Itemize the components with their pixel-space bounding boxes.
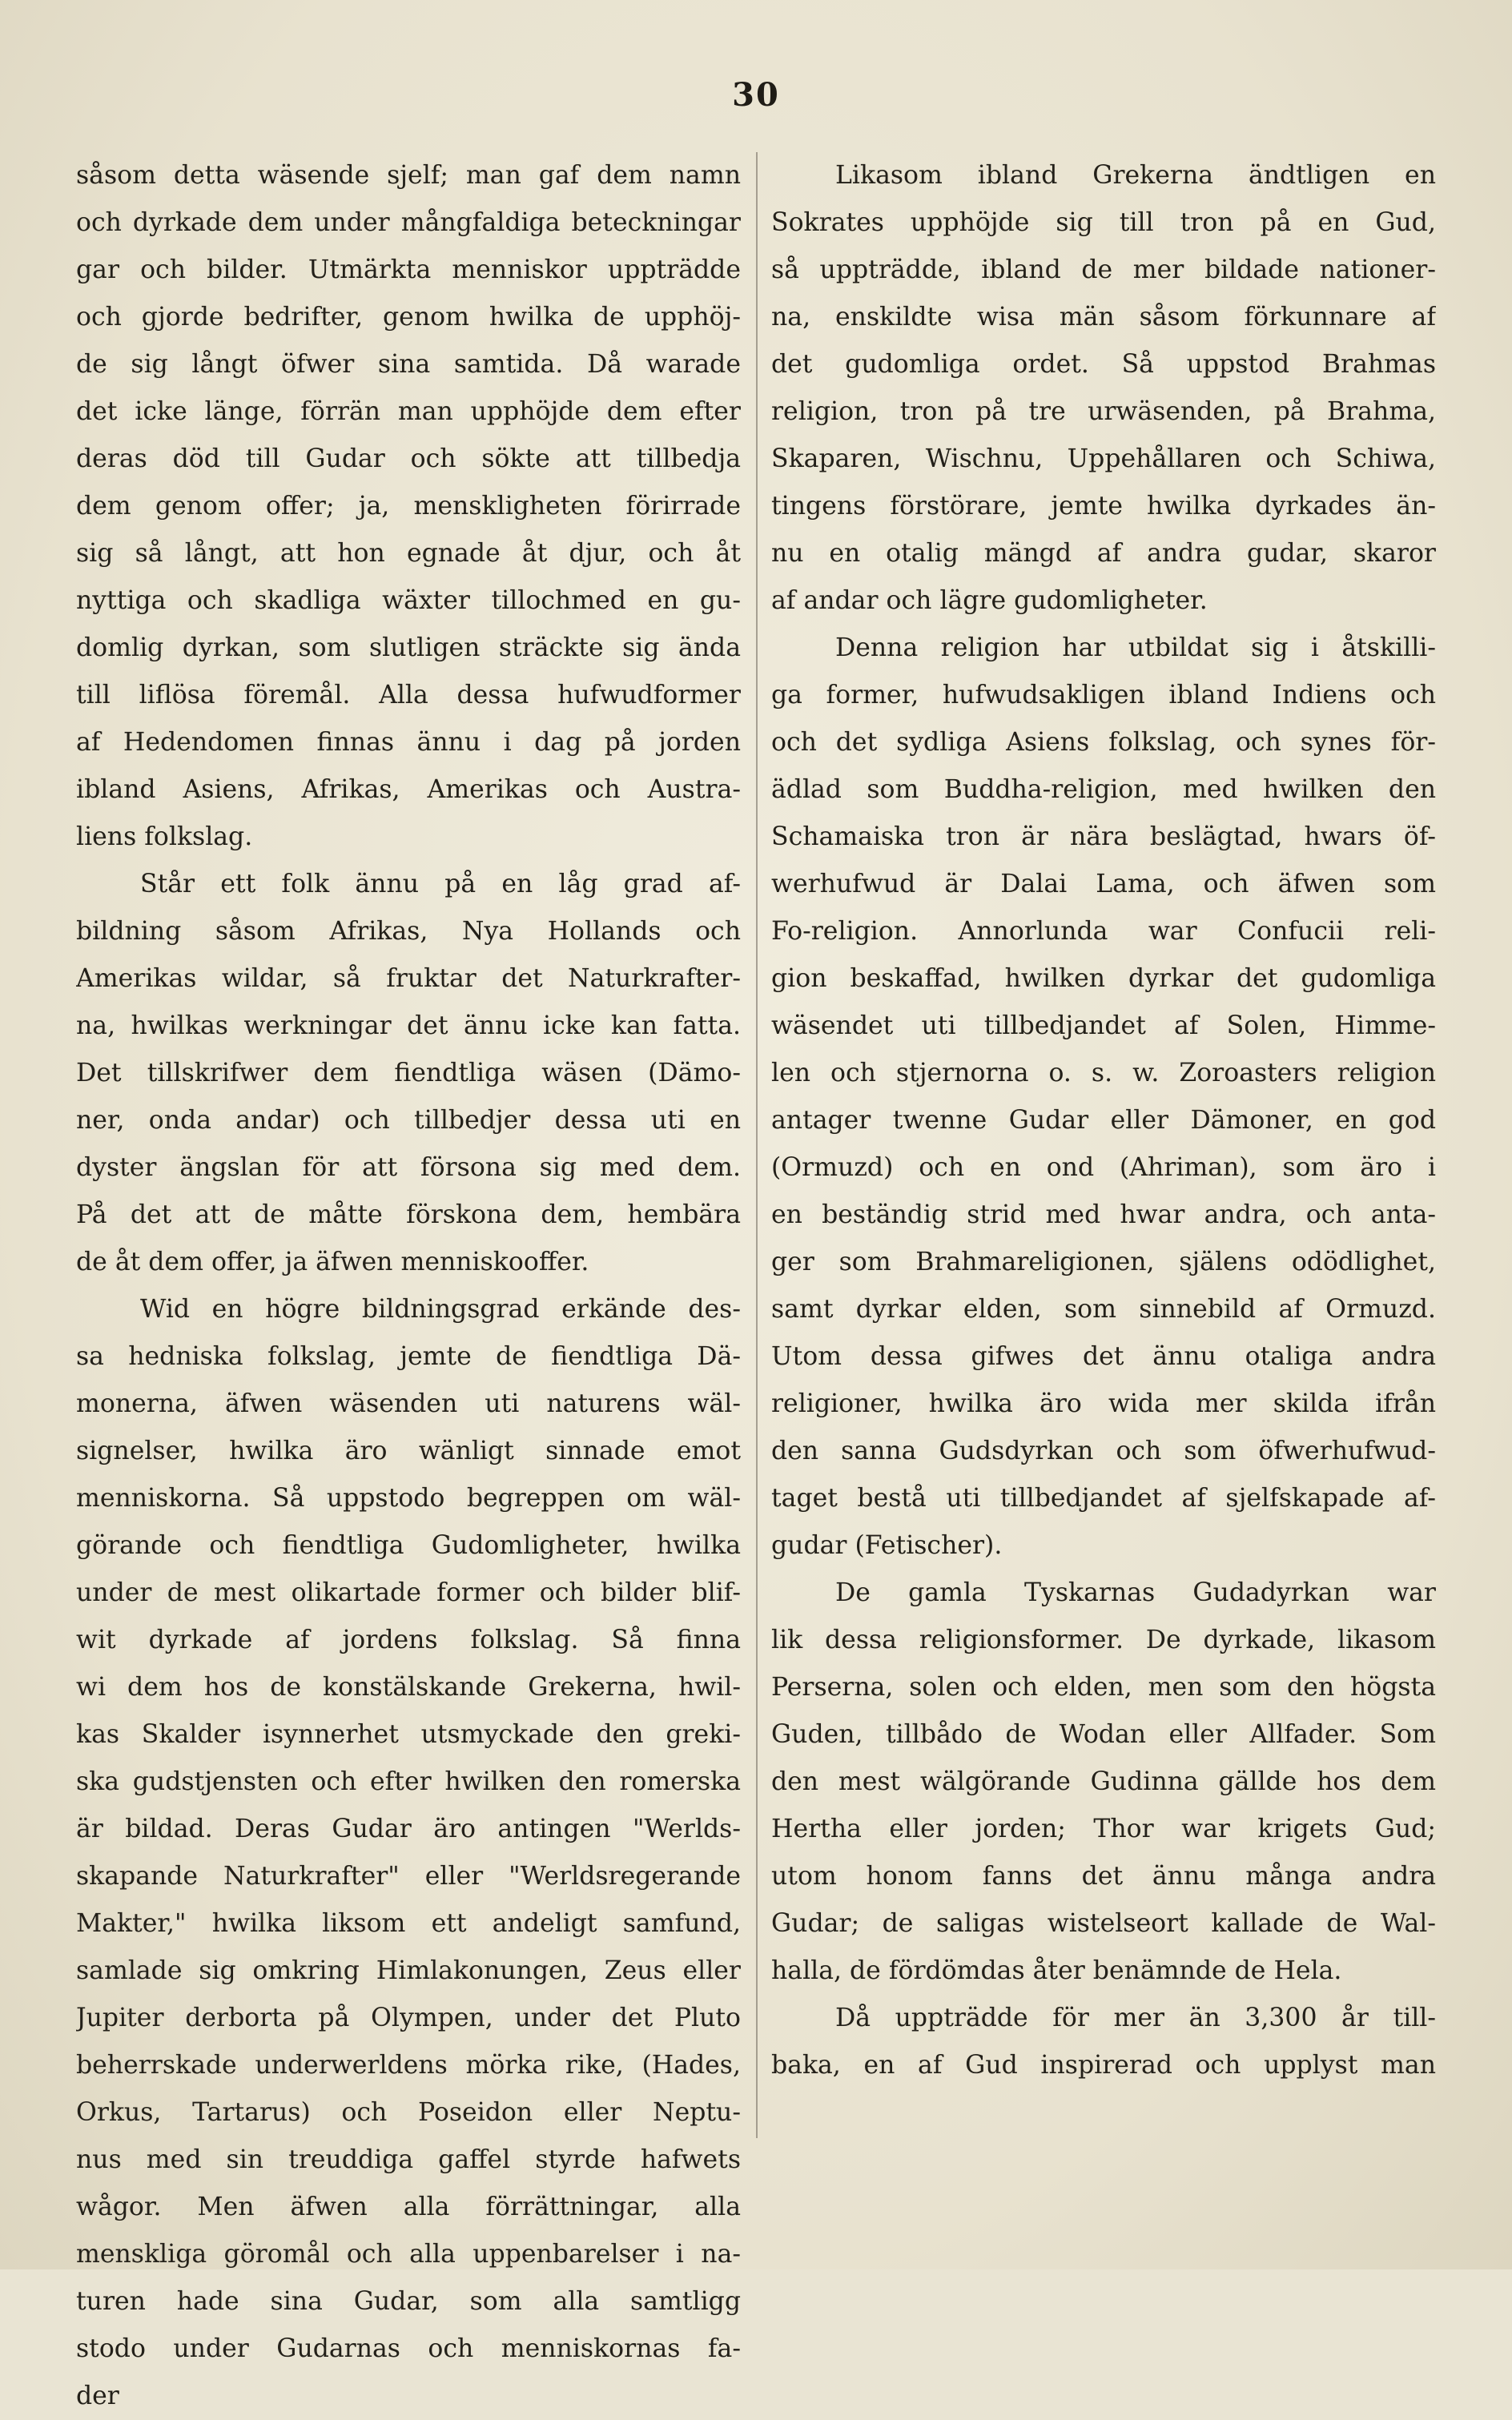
text-line: nus med sin treuddiga gaffel styrde hafwets bbox=[76, 2145, 741, 2174]
text-line: ga former, hufwudsakligen ibland Indiens och bbox=[771, 681, 1436, 710]
text-line: utom honom fanns det ännu många andra bbox=[771, 1862, 1436, 1891]
text-line: gar och bilder. Utmärkta menniskor uppträdde bbox=[76, 255, 741, 284]
text-line: Denna religion har utbildat sig i åtskilli- bbox=[835, 633, 1436, 662]
text-line: Schamaiska tron är nära beslägtad, hwars öf- bbox=[771, 822, 1436, 851]
text-line: dem genom offer; ja, menskligheten förirrade bbox=[76, 492, 741, 521]
text-line: stodo under Gudarnas och menniskornas fa- bbox=[76, 2334, 741, 2363]
text-line: menniskorna. Så uppstodo begreppen om wäl- bbox=[76, 1484, 741, 1513]
text-line: sa hedniska folkslag, jemte de fiendtliga Dä- bbox=[76, 1342, 741, 1371]
text-line: tingens förstörare, jemte hwilka dyrkades än- bbox=[771, 492, 1436, 521]
text-line: monerna, äfwen wäsenden uti naturens wäl- bbox=[76, 1389, 741, 1418]
text-line: och det sydliga Asiens folkslag, och synes för- bbox=[771, 728, 1436, 757]
text-line: beherrskade underwerldens mörka rike, (Hades, bbox=[76, 2051, 741, 2080]
text-line: na, hwilkas werkningar det ännu icke kan fatta. bbox=[76, 1011, 741, 1040]
text-line: en beständig strid med hwar andra, och anta- bbox=[771, 1200, 1436, 1229]
text-line: de sig långt öfwer sina samtida. Då warade bbox=[76, 350, 741, 379]
text-line: och dyrkade dem under mångfaldiga beteckningar bbox=[76, 208, 741, 237]
text-line: antager twenne Gudar eller Dämoner, en god bbox=[771, 1106, 1436, 1135]
text-line: na, enskildte wisa män såsom förkunnare af bbox=[771, 303, 1436, 332]
text-line: Sokrates upphöjde sig till tron på en Gud, bbox=[771, 208, 1436, 237]
text-line: domlig dyrkan, som slutligen sträckte sig ända bbox=[76, 633, 741, 662]
text-line: religion, tron på tre urwäsenden, på Brahma, bbox=[771, 397, 1436, 426]
left-column bbox=[76, 152, 741, 2420]
text-line: (Ormuzd) och en ond (Ahriman), som äro i bbox=[771, 1153, 1436, 1182]
text-line: menskliga göromål och alla uppenbarelser i na- bbox=[76, 2240, 741, 2269]
text-line: ner, onda andar) och tillbedjer dessa uti en bbox=[76, 1106, 741, 1135]
text-line: wågor. Men äfwen alla förrättningar, alla bbox=[76, 2193, 741, 2221]
text-line: nyttiga och skadliga wäxter tillochmed en gu- bbox=[76, 586, 741, 615]
text-line: Orkus, Tartarus) och Poseidon eller Neptu- bbox=[76, 2098, 741, 2127]
text-line: wi dem hos de konstälskande Grekerna, hwil- bbox=[76, 1673, 741, 1702]
text-line: baka, en af Gud inspirerad och upplyst man bbox=[771, 2051, 1436, 2080]
text-line: ibland Asiens, Afrikas, Amerikas och Austra- bbox=[76, 775, 741, 804]
text-line: Skaparen, Wischnu, Uppehållaren och Schiwa, bbox=[771, 444, 1436, 473]
text-line: bildning såsom Afrikas, Nya Hollands och bbox=[76, 917, 741, 946]
text-line: Wid en högre bildningsgrad erkände des- bbox=[140, 1295, 741, 1324]
text-line: samlade sig omkring Himlakonungen, Zeus eller bbox=[76, 1956, 741, 1985]
text-line: halla, de fördömdas åter benämnde de Hela. bbox=[771, 1956, 1342, 1985]
text-line: ger som Brahmareligionen, själens odödlighet, bbox=[771, 1248, 1436, 1276]
text-line: På det att de måtte förskona dem, hembära bbox=[76, 1200, 741, 1229]
text-line: deras död till Gudar och sökte att tillbedja bbox=[76, 444, 741, 473]
text-line: Makter," hwilka liksom ett andeligt samfund, bbox=[76, 1909, 741, 1938]
text-line: signelser, hwilka äro wänligt sinnade emot bbox=[76, 1437, 741, 1465]
text-line: Likasom ibland Grekerna ändtligen en bbox=[835, 161, 1436, 190]
text-line: Jupiter derborta på Olympen, under det Pluto bbox=[76, 2004, 741, 2032]
text-line: gion beskaffad, hwilken dyrkar det gudomliga bbox=[771, 964, 1436, 993]
text-line: så uppträdde, ibland de mer bildade nationer- bbox=[771, 255, 1436, 284]
text-line: gudar (Fetischer). bbox=[771, 1531, 1003, 1560]
column-divider bbox=[756, 152, 758, 2138]
text-line: lik dessa religionsformer. De dyrkade, likasom bbox=[771, 1626, 1436, 1654]
text-line: religioner, hwilka äro wida mer skilda ifrån bbox=[771, 1389, 1436, 1418]
text-line: ädlad som Buddha-religion, med hwilken den bbox=[771, 775, 1436, 804]
text-line: Utom dessa gifwes det ännu otaliga andra bbox=[771, 1342, 1436, 1371]
text-line: Står ett folk ännu på en låg grad af- bbox=[140, 870, 741, 898]
text-line: såsom detta wäsende sjelf; man gaf dem namn bbox=[76, 161, 741, 190]
text-line: af andar och lägre gudomligheter. bbox=[771, 586, 1208, 615]
text-line: Perserna, solen och elden, men som den högsta bbox=[771, 1673, 1436, 1702]
text-line: Det tillskrifwer dem fiendtliga wäsen (Dämo- bbox=[76, 1059, 741, 1087]
text-line: len och stjernorna o. s. w. Zoroasters religion bbox=[771, 1059, 1436, 1087]
text-line: Amerikas wildar, så fruktar det Naturkrafter- bbox=[76, 964, 741, 993]
text-line: wäsendet uti tillbedjandet af Solen, Himme- bbox=[771, 1011, 1436, 1040]
text-line: ska gudstjensten och efter hwilken den romerska bbox=[76, 1767, 741, 1796]
text-line: der bbox=[76, 2382, 119, 2410]
text-line: det icke länge, förrän man upphöjde dem efter bbox=[76, 397, 741, 426]
text-line: nu en otalig mängd af andra gudar, skaror bbox=[771, 539, 1436, 568]
text-line: den sanna Gudsdyrkan och som öfwerhufwud- bbox=[771, 1437, 1436, 1465]
text-line: dyster ängslan för att försona sig med dem. bbox=[76, 1153, 741, 1182]
text-line: kas Skalder isynnerhet utsmyckade den greki- bbox=[76, 1720, 741, 1749]
page-number: 30 bbox=[732, 76, 780, 114]
text-line: Då uppträdde för mer än 3,300 år till- bbox=[835, 2004, 1436, 2032]
text-line: liens folkslag. bbox=[76, 822, 253, 851]
text-line: den mest wälgörande Gudinna gällde hos dem bbox=[771, 1767, 1436, 1796]
text-line: wit dyrkade af jordens folkslag. Så finna bbox=[76, 1626, 741, 1654]
text-line: turen hade sina Gudar, som alla samtligg bbox=[76, 2287, 741, 2316]
text-line: Gudar; de saligas wistelseort kallade de Wal- bbox=[771, 1909, 1436, 1938]
text-line: samt dyrkar elden, som sinnebild af Ormuzd. bbox=[771, 1295, 1436, 1324]
text-line: och gjorde bedrifter, genom hwilka de upphöj- bbox=[76, 303, 741, 332]
right-column bbox=[771, 152, 1436, 2089]
text-line: Guden, tillbådo de Wodan eller Allfader. Som bbox=[771, 1720, 1436, 1749]
text-line: Hertha eller jorden; Thor war krigets Gud; bbox=[771, 1815, 1436, 1843]
text-line: sig så långt, att hon egnade åt djur, och åt bbox=[76, 539, 741, 568]
text-line: Fo-religion. Annorlunda war Confucii reli- bbox=[771, 917, 1436, 946]
text-line: till liflösa föremål. Alla dessa hufwudformer bbox=[76, 681, 741, 710]
text-line: werhufwud är Dalai Lama, och äfwen som bbox=[771, 870, 1436, 898]
text-line: görande och fiendtliga Gudomligheter, hwilka bbox=[76, 1531, 741, 1560]
text-line: det gudomliga ordet. Så uppstod Brahmas bbox=[771, 350, 1436, 379]
text-line: skapande Naturkrafter" eller "Werldsregerande bbox=[76, 1862, 741, 1891]
text-line: under de mest olikartade former och bilder blif- bbox=[76, 1578, 741, 1607]
text-line: de åt dem offer, ja äfwen menniskooffer. bbox=[76, 1248, 589, 1276]
text-line: taget bestå uti tillbedjandet af sjelfskapade af- bbox=[771, 1484, 1436, 1513]
text-line: är bildad. Deras Gudar äro antingen "Werlds- bbox=[76, 1815, 741, 1843]
text-line: af Hedendomen finnas ännu i dag på jorden bbox=[76, 728, 741, 757]
text-line: De gamla Tyskarnas Gudadyrkan war bbox=[835, 1578, 1436, 1607]
